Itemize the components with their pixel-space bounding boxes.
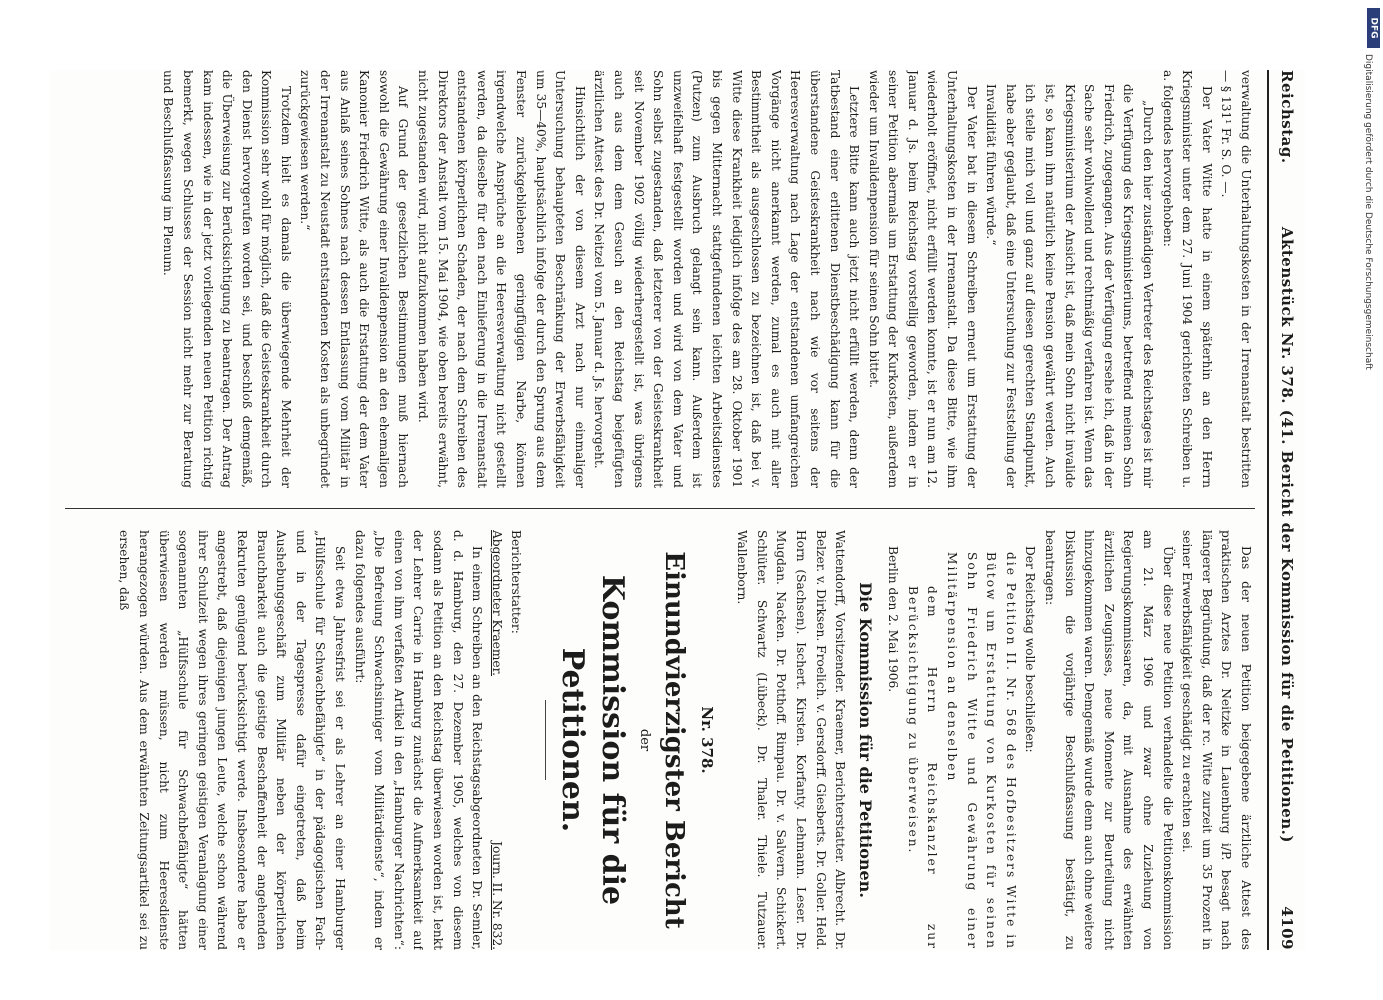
paragraph: Letztere Bitte kann auch jetzt nicht erfüllt werden, denn der Tatbestand einer erlittenen Dienstbeschädigung kann für die überstandene Geisteskrankheit nach wie vor seitens der Heeresverwaltung nach Lage der entstandenen umfangreichen Vorgänge nicht anerkannt werden, zumal es auch mit aller Bestimmtheit als ausgeschlossen zu bezeichnen ist, daß bei v. Witte diese Krankheit lediglich infolge des am 28. Oktober 1901 bis gegen Mitternacht stattgefundenen leichten Arbeitsdienstes (Putzen) zum Ausbruch gelangt sein kann. Außerdem ist unzweifelhaft festgestellt worden und wird von dem Vater und Sohn selbst zugestanden, daß letzterer von der Geisteskrankheit seit November 1902 völlig wiederhergestellt ist, was übrigens auch aus dem dem Gesuch an den Reichstag beigefügten ärztlichen Attest des Dr. Neitzel vom 5. Januar d. Js. hervorgeht. — [592, 70, 862, 488]
document-page — [50, 70, 1305, 950]
journal-number: Journ. II. Nr. 832. — [489, 841, 504, 950]
rapporteur-block — [486, 530, 525, 950]
resolution-text: die Petition II. Nr. 568 des Hofbesitzers Witte in Bütow um Erstattung von Kurkosten für seinen Sohn Friedrich Witte und Gewährung einer Militärpension an denselben — [945, 552, 1018, 950]
resolution-text: dem Herrn Reichskanzler zur Berücksichtigung zu überweisen. — [905, 586, 940, 950]
header-title: Aktenstück Nr. 378. (41. Bericht der Kommission für die Petitionen.) — [1278, 226, 1296, 843]
rapporteur-name: Abgeordneter Kraemer. — [489, 530, 504, 676]
page-header — [1267, 70, 1305, 950]
column-divider — [65, 508, 1255, 509]
page-number: 4109 — [1278, 906, 1296, 950]
committee-members: Wattendorff, Vorsitzender. Kraemer, Berichterstatter. Albrecht. Dr. Belzer. v. Dirksen. Froelich. v. Gersdorff. Giesberts. Dr. Goller. Held. Horn (Sachsen). Ischert. Kirsten. Korfanty. Lehmann. Leser. Dr. Mugdan. Nacken. Dr. Potthoff. Rimpau. Dr. v. Salvern. Schickert. Schlüter. Schwartz (Lübeck). Dr. Thaler. Thiele. Tutzauer. Wallenborn. — [735, 530, 848, 950]
dfg-logo — [1367, 8, 1380, 48]
divider — [545, 700, 546, 780]
paragraph: verwaltung die Unterhaltungskosten in der Irrenanstalt bestritten — § 131¹ Fr. S. O. —. — [1219, 70, 1253, 488]
paragraph: Über diese neue Petition verhandelte die Petitionskommission am 21. März 1906 und zwar ohne Zuziehung von Regierungskommissaren, da, mit Ausnahme des erwähnten ärztlichen Zeugnisses, neue Momente zur Beurteilung nicht hinzugekommen waren. Demgemäß wurde denn auch ohne weitere Diskussion die vorjährige Beschlußfassung bestätigt, zu beantragen: — [1043, 530, 1175, 950]
paragraph: Der Vater Witte hatte in einem späterhin an den Herrn Kriegsminister unter dem 27. Juni 1904 gerichteten Schreiben u. a. folgendes hervorgehoben: — [1160, 70, 1214, 488]
dfg-logo-text: DFG — [1368, 17, 1379, 39]
rapporteur-label: Berichterstatter: — [509, 530, 524, 634]
paragraph: Hinsichtlich der von diesem Arzt nach nur einmaliger Untersuchung behaupteten Beschränkung der Erwerbsfähigkeit um 35—40%, hauptsächlich infolge der durch den Sprung aus dem Fenster zurückgebliebenen geringfügigen Narbe, können irgendwelche Ansprüche an die Heeresverwaltung nicht gestellt werden, da dieselbe für den nach Einlieferung in die Irrenanstalt entstandenen körperlichen Schaden, der nach dem Schreiben des Direktors der Anstalt vom 15. Mai 1904, wie oben bereits erwähnt, nicht zugestanden wird, nicht aufzukommen haben wird. — [416, 70, 587, 488]
report-title: Einundvierzigster Bericht — [658, 551, 689, 929]
paragraph: Trotzdem hielt es damals die überwiegende Mehrheit der Kommission sehr wohl für möglich, daß die Geisteskrankheit durch den Dienst hervorgerufen worden sei, und beschloß demgemäß, die Überweisung zur Berücksichtigung zu beantragen. Der Antrag kam indessen, wie in der jetzt vorliegenden neuen Petition richtig bemerkt, wegen Schlusses der Session nicht mehr zur Beratung und Beschlußfassung im Plenum. — [161, 70, 293, 488]
digitization-credit: Digitalisierung gefördert durch die Deutsche Forschungsgemeinschaft — [1363, 54, 1373, 370]
paragraph: Der Reichstag wolle beschließen: — [1023, 546, 1038, 753]
paragraph: Das der neuen Petition beigegebene ärztliche Attest des praktischen Arztes Dr. Neitzke in Lauenburg i/P. besagt nach längerer Begründung, daß der rc. Witte zurzeit um 35 Prozent in seiner Erwerbsfähigkeit geschädigt zu erachten sei. — [1180, 530, 1253, 950]
header-left: Reichstag. — [1278, 70, 1296, 164]
right-column — [60, 530, 1255, 950]
paragraph: Der Vater bat in diesem Schreiben erneut um Erstattung der Unterhaltungskosten in der Irrenanstalt. Da diese Bitte, wie ihm wiederholt eröffnet, nicht erfüllt werden konnte, ist er nun am 12. Januar d. Js. beim Reichstag vorstellig geworden, indem er in seiner Petition abermals um Erstattung der Kurkosten, außerdem wieder um Invalidenpension für seinen Sohn bittet. — [866, 70, 979, 488]
quote: „Durch den hier zuständigen Vertreter des Reichstages ist mir die Verfügung des Kriegsministeriums, betreffend meinen Sohn Friedrich, zugegangen. Aus der Verfügung ersehe ich, daß in der Sache sehr wohlwollend und rechtmäßig verfahren ist. Wenn das Kriegsministerium der Ansicht ist, daß mein Sohn nicht invalide ist, so kann ihm natürlich keine Pension gewährt werden. Auch ich stelle mich voll und ganz auf diesen gerechten Standpunkt, habe aber geglaubt, daß eine Untersuchung zur Feststellung der Invalidität führen würde.“ — [984, 84, 1156, 488]
paragraph: Auf Grund der gesetzlichen Bestimmungen muß hiernach sowohl die Gewährung einer Invalidenpension an den ehemaligen Kanonier Friedrich Witte, als auch die Erstattung der dem Vater aus Anlaß seines Sohnes nach dessen Entlassung vom Militär in der Irrenanstalt zu Neustadt entstandenen Kosten als unbegründet zurückgewiesen werden.“ — [298, 70, 411, 488]
document-number: Nr. 378. — [697, 706, 716, 774]
paragraph: Seit etwa Jahresfrist sei er als Lehrer an einer Hamburger „Hülfsschule für Schwachbefähigte“ in der pädagogischen Fach- und in der Tagespresse dafür eingetreten, daß beim Aushebungsgeschäft zum Militär neben der körperlichen Brauchbarkeit auch die geistige Beschaffenheit der angehenden Rekruten genügend berücksichtigt werde. Insbesondere habe er angestrebt, daß diejenigen jungen Leute, welche schon während ihrer Schulzeit wegen ihres geringen geistigen Veranlagung einer sogenannten „Hülfsschule für Schwachbefähigte“ hätten überwiesen werden müssen, nicht zum Heeresdienste herangezogen würden. Aus dem erwähnten Zeitungsartikel sei zu ersehen, daß — [117, 530, 348, 950]
report-subtitle: Kommission für die Petitionen. — [555, 574, 631, 906]
report-title-connector: der — [636, 728, 652, 752]
date-line: Berlin den 2. Mai 1906. — [886, 546, 901, 693]
left-column — [60, 70, 1255, 488]
paragraph: In einem Schreiben an den Reichstagsabgeordneten Dr. Semler, d. d. Hamburg, den 27. Dezember 1905, welches von diesem sodann als Petition an den Reichstag überwiesen worden ist, lenkt der Lehrer Carrie in Hamburg zunächst die Aufmerksamkeit auf einen von ihm verfaßten Artikel in den „Hamburger Nachrichten“: „Die Befreiung Schwachsinniger vom Militärdienste“, indem er dazu folgendes ausführt: — [352, 530, 485, 950]
committee-title: Die Kommission für die Petitionen. — [855, 582, 875, 898]
